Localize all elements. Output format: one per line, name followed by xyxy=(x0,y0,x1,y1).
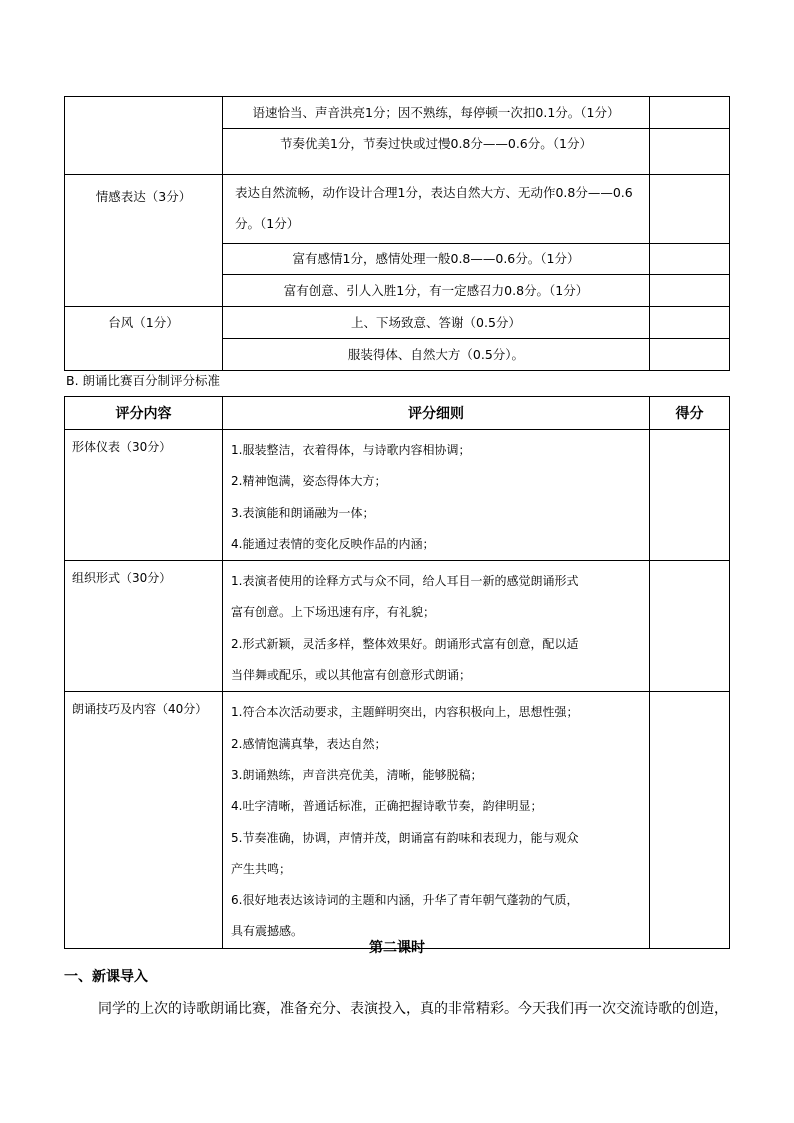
scoring-table-b xyxy=(64,396,730,949)
criteria-line: 产生共鸣； xyxy=(231,861,292,876)
criteria-line: 1.符合本次活动要求，主题鲜明突出，内容积极向上，思想性强； xyxy=(231,705,579,720)
table-a-detail-cell: 富有感情1分，感情处理一般0.8——0.6分。（1分） xyxy=(223,244,650,275)
criteria-line: 2.形式新颖，灵活多样，整体效果好。朗诵形式富有创意，配以适 xyxy=(231,636,579,651)
criteria-line: 3.表演能和朗诵融为一体； xyxy=(231,505,375,520)
table-a-detail-cell xyxy=(223,175,650,244)
table-a-score-cell[interactable] xyxy=(650,339,730,371)
table-a-category-cell: 台风（1分） xyxy=(65,307,223,371)
table-a-score-cell[interactable] xyxy=(650,97,730,129)
table-a-category-cell xyxy=(65,97,223,175)
table-a-score-cell[interactable] xyxy=(650,307,730,339)
table-a-score-cell[interactable] xyxy=(650,129,730,175)
header-scoring-content: 评分内容 xyxy=(65,397,223,430)
table-a-detail-cell: 语速恰当、声音洪亮1分；因不熟练，每停顿一次扣0.1分。（1分） xyxy=(223,97,650,129)
criteria-line: 2.精神饱满，姿态得体大方； xyxy=(231,474,387,489)
table-b-detail-cell xyxy=(223,430,650,561)
header-scoring-details: 评分细则 xyxy=(223,397,650,430)
criteria-line: 富有创意。上下场迅速有序，有礼貌； xyxy=(231,605,436,620)
scoring-table-a xyxy=(64,96,730,371)
table-a-detail-cell: 上、下场致意、答谢（0.5分） xyxy=(223,307,650,339)
criteria-line: 4.能通过表情的变化反映作品的内涵； xyxy=(231,536,435,551)
table-a-score-cell[interactable] xyxy=(650,275,730,307)
table-b-category-cell: 组织形式（30分） xyxy=(65,561,223,692)
table-b-category-cell: 朗诵技巧及内容（40分） xyxy=(65,692,223,948)
table-b-category-cell: 形体仪表（30分） xyxy=(65,430,223,561)
table-b-score-cell[interactable] xyxy=(650,430,730,561)
table-a-detail-cell: 节奏优美1分，节奏过快或过慢0.8分——0.6分。（1分） xyxy=(223,129,650,175)
table-b-score-cell[interactable] xyxy=(650,692,730,948)
table-b-detail-cell xyxy=(223,561,650,692)
criteria-line: 当伴舞或配乐，或以其他富有创意形式朗诵； xyxy=(231,668,472,683)
criteria-line: 6.很好地表达该诗词的主题和内涵，升华了青年朝气蓬勃的气质， xyxy=(231,893,579,908)
section-b-label: B. 朗诵比赛百分制评分标准 xyxy=(66,373,221,388)
section-heading: 一、新课导入 xyxy=(64,969,148,985)
table-b-detail-cell xyxy=(223,692,650,948)
criteria-line: 2.感情饱满真挚，表达自然； xyxy=(231,736,387,751)
table-a-score-cell[interactable] xyxy=(650,175,730,244)
header-score: 得分 xyxy=(650,397,730,430)
table-a-category-cell: 情感表达（3分） xyxy=(65,175,223,307)
criteria-line: 4.吐字清晰，普通话标准，正确把握诗歌节奏，韵律明显； xyxy=(231,799,543,814)
lesson-title: 第二课时 xyxy=(369,940,425,956)
table-a-score-cell[interactable] xyxy=(650,244,730,275)
intro-paragraph: 同学的上次的诗歌朗诵比赛，准备充分、表演投入，真的非常精彩。今天我们再一次交流诗歌的创造， xyxy=(98,1001,728,1017)
criteria-line: 3.朗诵熟练，声音洪亮优美，清晰，能够脱稿； xyxy=(231,767,483,782)
table-b-score-cell[interactable] xyxy=(650,561,730,692)
table-a-detail-cell: 服装得体、自然大方（0.5分）。 xyxy=(223,339,650,371)
criteria-line: 1.表演者使用的诠释方式与众不同，给人耳目一新的感觉朗诵形式 xyxy=(231,574,579,589)
criteria-line: 具有震撼感。 xyxy=(231,924,304,939)
criteria-line: 5.节奏准确，协调，声情并茂，朗诵富有韵味和表现力，能与观众 xyxy=(231,830,579,845)
table-a-detail-cell: 富有创意、引人入胜1分，有一定感召力0.8分。（1分） xyxy=(223,275,650,307)
criteria-line: 1.服装整洁，衣着得体，与诗歌内容相协调； xyxy=(231,443,471,457)
table-a-detail-text: 表达自然流畅，动作设计合理1分，表达自然大方、无动作0.8分——0.6分。（1分） xyxy=(235,185,633,231)
